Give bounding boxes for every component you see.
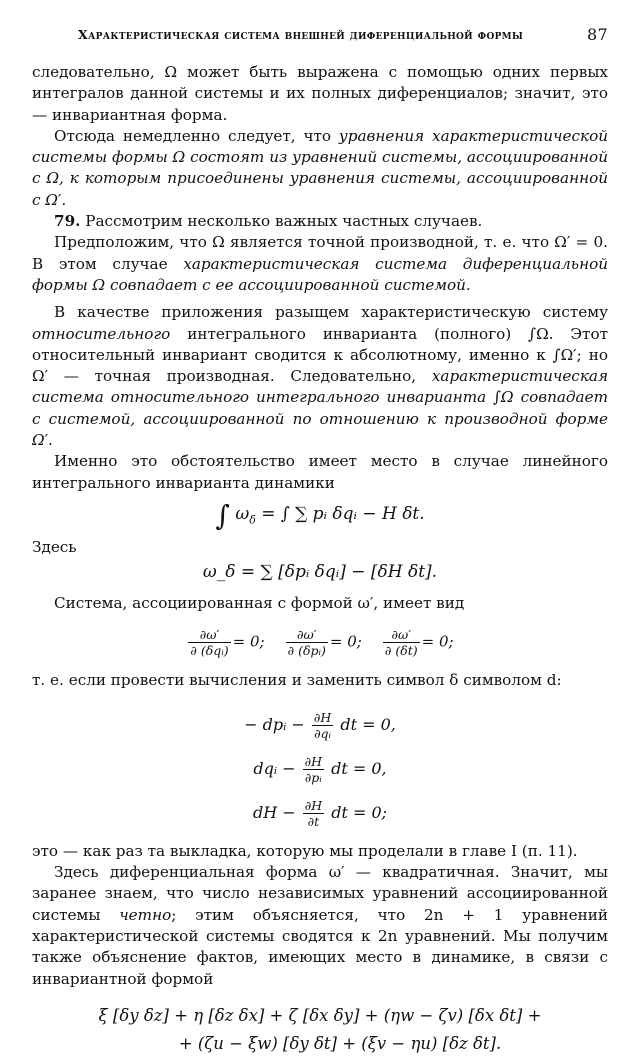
page-number: 87	[587, 25, 608, 44]
equation-omega-delta: ω_δ = ∑ [δpᵢ δqᵢ] − [δH δt].	[202, 561, 438, 582]
paragraph-4-a: Предположим, что Ω является	[54, 233, 308, 252]
eq3-tail-3: = 0;	[421, 632, 454, 651]
paragraph-10-a: Здесь диференциальная форма ω′ — квадратичная. Значит, мы заранее знаем, что число независимых уравнений ассоциированной системы	[32, 863, 608, 924]
page-body	[32, 62, 608, 1058]
paragraph-10-c: ; этим объясняется, что 2n + 1 уравнений характеристической системы сводятся к 2n уравнений. Мы получим также объяснение фактов, имеющих место в динамике, в связи с инвариантной формой	[32, 905, 608, 988]
eq3-frac-3: $\frac{\partial\omega'}{\partial (\delta t)}$	[384, 626, 418, 658]
eq5-line-2: + (ζu − ξw) [δy δt] + (ξv − ηu) [δz δt].	[178, 1033, 502, 1053]
paragraph-4-c: производной, т. е. что Ω′ = 0. В этом случае	[32, 233, 608, 273]
hamilton-eq-2: dqᵢ − $\frac{\partial H}{\text{∂pᵢ}}$ dt = 0,	[253, 753, 387, 785]
hamilton-eq-1: − dpᵢ − $\frac{\partial H}{\text{∂qᵢ}}$ dt = 0,	[244, 709, 396, 741]
paragraph-7: Система, ассоциированная с формой ω′, имеет вид	[54, 594, 465, 613]
paragraph-1: следовательно, Ω может быть выражена с помощью одних первых интегралов данной системы и их полных диференциалов; значит, это — инвариантная форма.	[32, 63, 608, 124]
paragraph-2-italic: уравнения характеристической системы формы Ω состоят из уравнений системы, ассоциированной с Ω, к которым присоединены уравнения системы, ассоциированной с Ω′.	[32, 126, 608, 209]
paragraph-4-b: точной	[307, 233, 365, 252]
running-title: Характеристическая система внешней диференциальной формы	[78, 27, 524, 42]
eq1-rhs: = ∫ ∑ pᵢ δqᵢ − H δt.	[261, 503, 425, 524]
eq3-frac-1: $\frac{\partial\omega'}{\text{∂ (δqᵢ)}}$	[190, 626, 229, 658]
paragraph-2	[32, 126, 608, 211]
paragraph-8: т. е. если провести вычисления и заменить символ δ символом d:	[32, 670, 562, 689]
paragraph-10-b: четно	[119, 905, 172, 924]
eq3-tail-2: = 0;	[329, 632, 362, 651]
paragraph-5-italic: характеристическая система относительного интегрального инварианта ∫Ω совпадает с системой, ассоциированной по отношению к производной форме Ω′.	[32, 367, 608, 450]
equation-invariant-form	[32, 1002, 608, 1058]
paragraph-4-italic: характеристическая система диференциальной формы Ω совпадает с ее ассоциированной системой.	[32, 254, 609, 294]
paragraph-5-b: относительного	[32, 324, 171, 343]
equation-integral-invariant: ∫ $\omega_\delta$ = ∫ ∑ pᵢ δqᵢ − H δt.	[215, 498, 425, 532]
paragraph-79	[32, 211, 608, 232]
paragraph-5-a: В качестве приложения разыщем характеристическую систему	[54, 303, 608, 322]
equation-associated-system	[32, 627, 608, 658]
equation-hamilton-system	[32, 703, 608, 835]
paragraph-79-text: Рассмотрим несколько важных частных случаев.	[80, 212, 483, 231]
paragraph-6: Именно это обстоятельство имеет место в случае линейного интегрального инварианта динамики	[32, 452, 608, 492]
here-label: Здесь	[32, 537, 77, 556]
paragraph-2-lead: Отсюда немедленно следует, что	[54, 126, 339, 145]
paragraph-4	[32, 232, 608, 296]
eq5-line-1: ξ [δy δz] + η [δz δx] + ζ [δx δy] + (ηw − ζv) [δx δt] +	[98, 1005, 542, 1025]
paragraph-5	[32, 302, 608, 451]
eq3-tail-1: = 0;	[232, 632, 265, 651]
paragraph-5-c: интегрального инварианта (полного) ∫Ω. Этот относительный инвариант сводится к абсолютному, именно к ∫Ω′; но Ω′ — точная производная. Следовательно,	[32, 324, 608, 386]
running-header	[78, 27, 608, 42]
eq3-frac-2: $\frac{\partial\omega'}{\text{∂ (δpᵢ)}}$	[287, 626, 326, 658]
eq1-lhs: ω	[235, 503, 250, 524]
paragraph-9: это — как раз та выкладка, которую мы проделали в главе I (п. 11).	[32, 841, 578, 860]
hamilton-eq-3: dH − $\frac{\partial H}{\partial t}$ dt = 0;	[252, 797, 388, 829]
paragraph-10	[32, 862, 608, 990]
section-number: 79.	[54, 212, 81, 231]
